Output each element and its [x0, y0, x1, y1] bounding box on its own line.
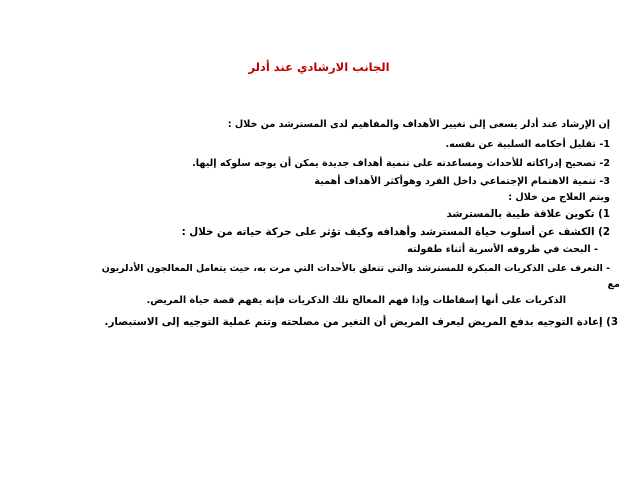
- sub-point-family: - البحث في ظروفه الأسرية أثناء طفولته: [407, 244, 598, 255]
- continuation-word: مع: [607, 279, 620, 290]
- slide-title: الجانب الارشادي عند أدلر: [248, 60, 390, 74]
- memories-explanation: الذكريات على أنها إسقاطات وإذا فهم المعالج تلك الذكريات فإنه يفهم قصة حياة المريض.: [146, 295, 566, 306]
- treatment-heading: ويتم العلاج من خلال :: [508, 192, 610, 203]
- goal-item-3: 3- تنمية الاهتمام الإجتماعي داخل الفرد وهوأكثر الأهداف أهمية: [314, 176, 610, 187]
- treatment-step-2: 2) الكشف عن أسلوب حياة المسترشد وأهدافه وكيف تؤثر على حركة حياته من خلال :: [181, 226, 610, 238]
- sub-point-memories: - التعرف على الذكريات المبكرة للمسترشد والتي تتعلق بالأحداث التي مرت به، حيث يتعامل المعالجون الأدلريون: [101, 263, 610, 274]
- intro-line: إن الإرشاد عند أدلر يسعى إلى تغيير الأهداف والمفاهيم لدى المسترشد من خلال :: [227, 119, 610, 130]
- treatment-step-3: 3) إعادة التوجيه بدفع المريض ليعرف المريض أن التغير من مصلحته وتتم عملية التوجيه إلى الاستبصار.: [104, 316, 618, 328]
- treatment-step-1: 1) تكوين علاقة طيبة بالمسترشد: [446, 208, 610, 220]
- goal-item-1: 1- تقليل أحكامه السلبية عن نفسه.: [445, 139, 610, 150]
- goal-item-2: 2- تصحيح إدراكاته للأحداث ومساعدته على تنمية أهداف جديدة يمكن أن يوجه سلوكه إليها.: [192, 158, 610, 169]
